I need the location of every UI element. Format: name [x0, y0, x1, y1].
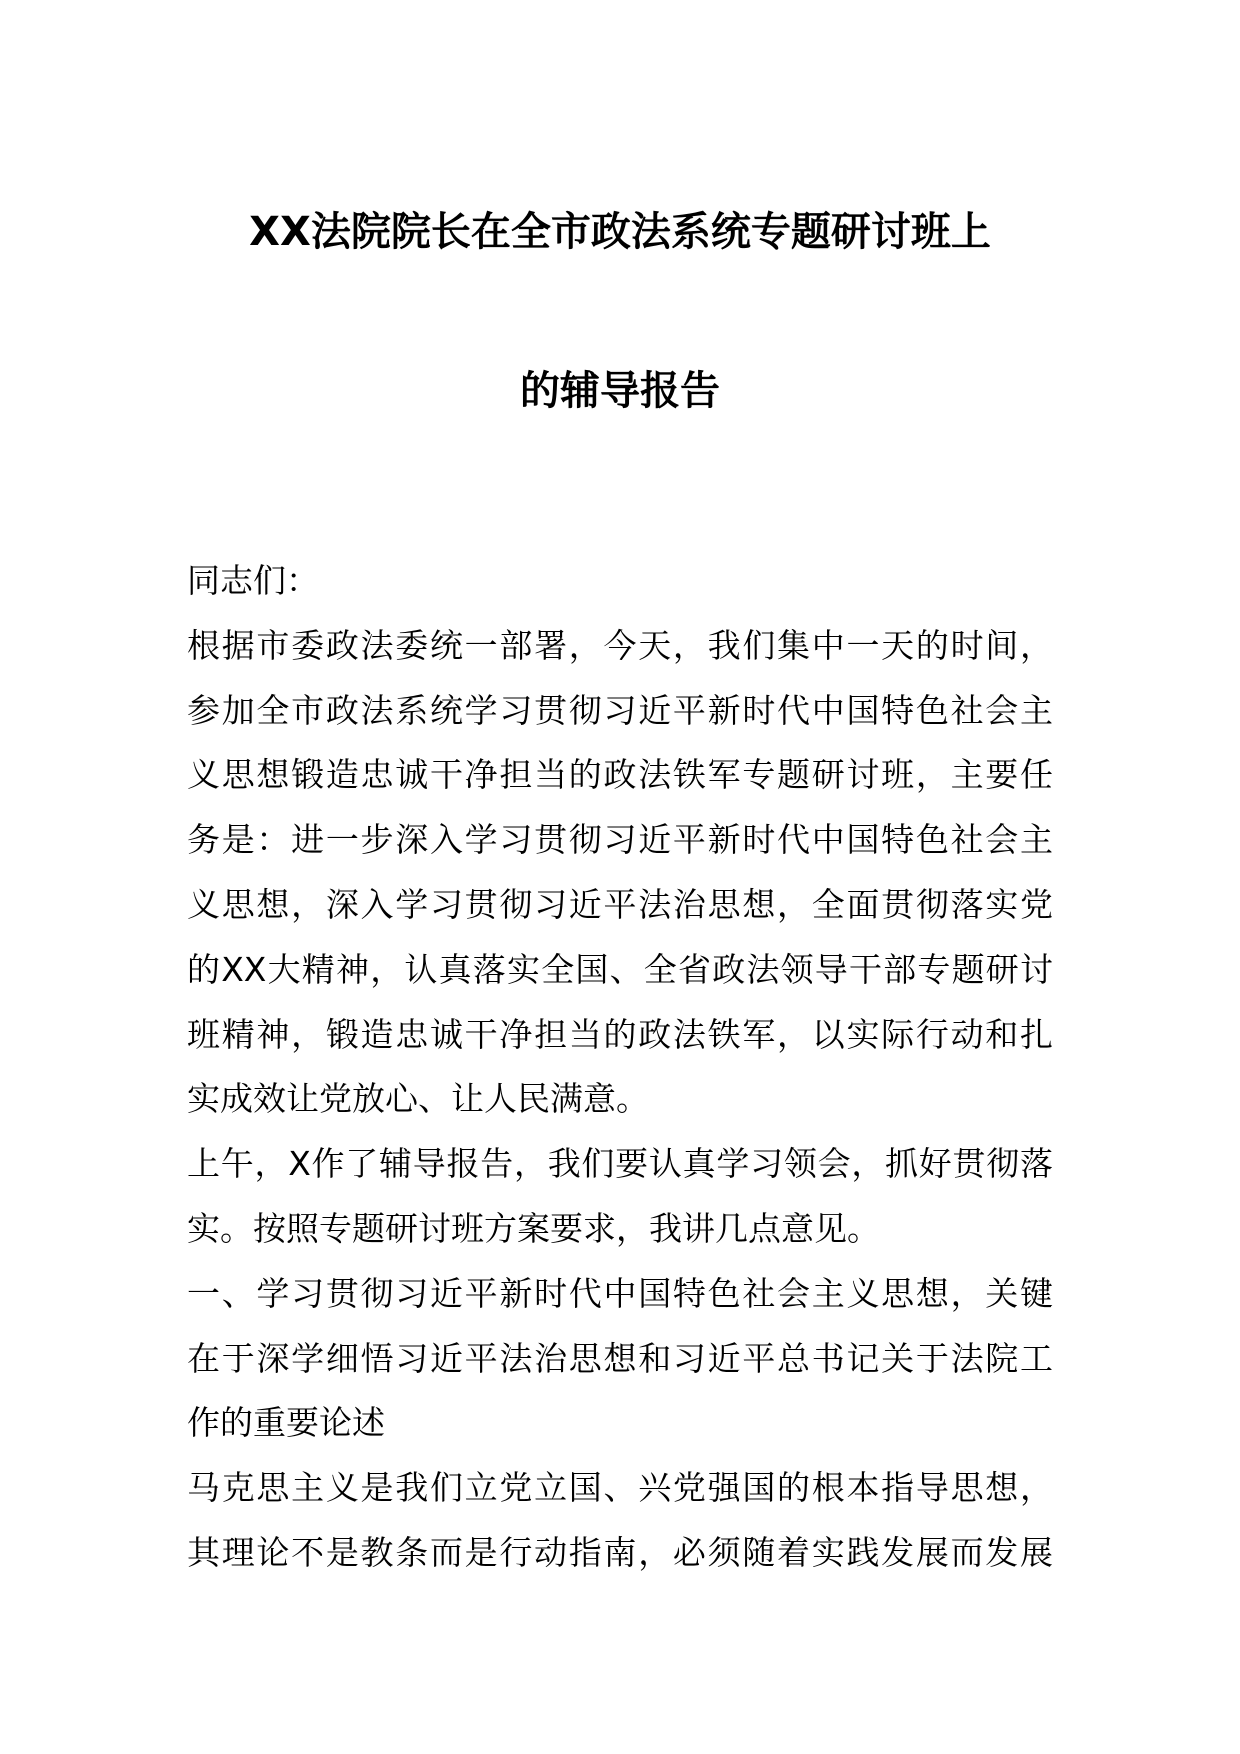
paragraph-line: 义思想锻造忠诚干净担当的政法铁军专题研讨班，主要任 — [187, 755, 1053, 795]
section-heading-line: 在于深学细悟习近平法治思想和习近平总书记关于法院工 — [187, 1338, 1053, 1378]
paragraph-line: 实成效让党放心、让人民满意。 — [187, 1079, 649, 1119]
paragraph-line: 的XX大精神，认真落实全国、全省政法领导干部专题研讨 — [187, 949, 1053, 989]
paragraph-line: 上午，X作了辅导报告，我们要认真学习领会，抓好贯彻落 — [187, 1144, 1053, 1184]
section-heading-line: 一、学习贯彻习近平新时代中国特色社会主义思想，关键 — [187, 1273, 1053, 1313]
section-heading-line: 作的重要论述 — [187, 1403, 385, 1443]
paragraph-line: 班精神，锻造忠诚干净担当的政法铁军，以实际行动和扎 — [187, 1014, 1053, 1054]
paragraph-line: 根据市委政法委统一部署，今天，我们集中一天的时间， — [187, 625, 1053, 665]
document-title-line-2: 的辅导报告 — [520, 368, 720, 414]
paragraph-line: 务是：进一步深入学习贯彻习近平新时代中国特色社会主 — [187, 820, 1053, 860]
document-title-line-1: XX法院院长在全市政法系统专题研讨班上 — [249, 209, 991, 255]
salutation: 同志们： — [187, 561, 319, 600]
paragraph-line: 实。按照专题研讨班方案要求，我讲几点意见。 — [187, 1208, 880, 1248]
paragraph-line: 参加全市政法系统学习贯彻习近平新时代中国特色社会主 — [187, 690, 1053, 730]
document-body — [187, 549, 1053, 1586]
paragraph-line: 马克思主义是我们立党立国、兴党强国的根本指导思想， — [187, 1468, 1053, 1508]
paragraph-line: 义思想，深入学习贯彻习近平法治思想，全面贯彻落实党 — [187, 884, 1053, 924]
paragraph-line: 其理论不是教条而是行动指南，必须随着实践发展而发展 — [187, 1532, 1053, 1572]
